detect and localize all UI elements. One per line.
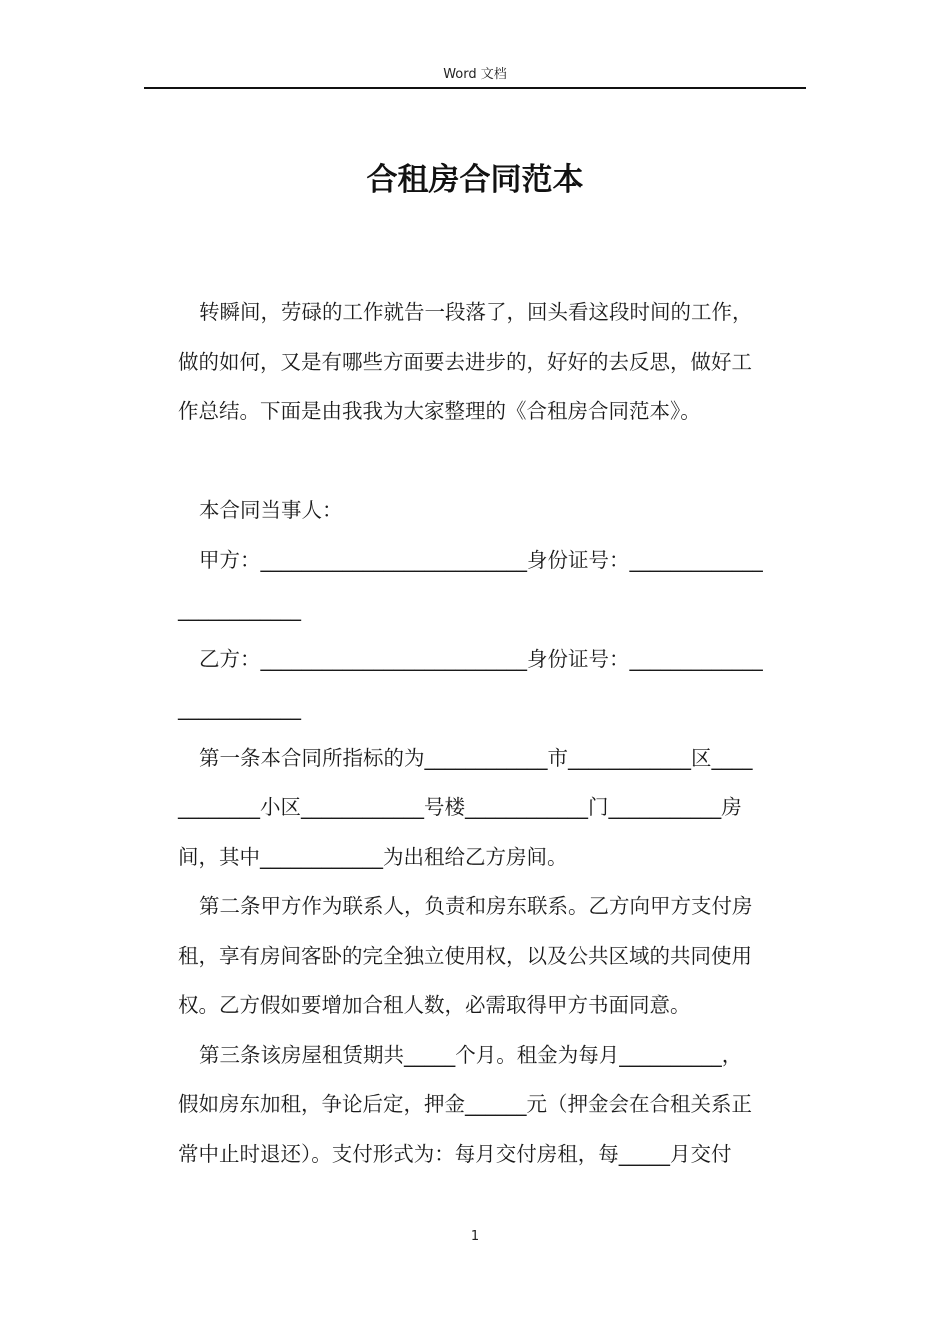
party-b-line-1: 乙方：__________________________身份证号：_____________ [199, 646, 763, 671]
intro-paragraph [178, 288, 802, 437]
parties-heading: 本合同当事人： [199, 498, 343, 522]
party-b-line-2: ____________ [178, 696, 301, 720]
document-title: 合租房合同范本 [366, 162, 584, 198]
intro-line-1: 转瞬间，劳碌的工作就告一段落了，回头看这段时间的工作， [199, 300, 753, 324]
intro-line-2: 做的如何，又是有哪些方面要去进步的，好好的去反思，做好工 [178, 349, 752, 374]
article-2-line-2: 租，享有房间客卧的完全独立使用权，以及公共区域的共同使用 [178, 943, 752, 968]
contract-body [178, 486, 802, 1179]
article-1-line-3: 间，其中____________为出租给乙方房间。 [178, 844, 568, 869]
article-2-line-3: 权。乙方假如要增加合租人数，必需取得甲方书面同意。 [178, 993, 691, 1017]
article-2-line-1: 第二条甲方作为联系人，负责和房东联系。乙方向甲方支付房 [199, 894, 753, 918]
party-a-line-1: 甲方：__________________________身份证号：_____________ [199, 547, 763, 572]
intro-line-3: 作总结。下面是由我我为大家整理的《合租房合同范本》。 [178, 399, 701, 423]
party-a-line-2: ____________ [178, 597, 301, 621]
page-number: 1 [470, 1229, 480, 1244]
article-1-line-2: ________小区____________号楼____________门___________房 [178, 795, 742, 819]
article-3-line-1: 第三条该房屋租赁期共_____个月。租金为每月__________， [199, 1042, 743, 1067]
article-1-line-1: 第一条本合同所指标的为____________市____________区____ [199, 745, 753, 770]
article-3-line-2: 假如房东加租，争论后定，押金______元（押金会在合租关系正 [178, 1092, 752, 1116]
header-divider [144, 87, 806, 89]
page-header: Word 文档 [443, 67, 507, 82]
article-3-line-3: 常中止时退还）。支付形式为：每月交付房租，每_____月交付 [178, 1141, 732, 1166]
